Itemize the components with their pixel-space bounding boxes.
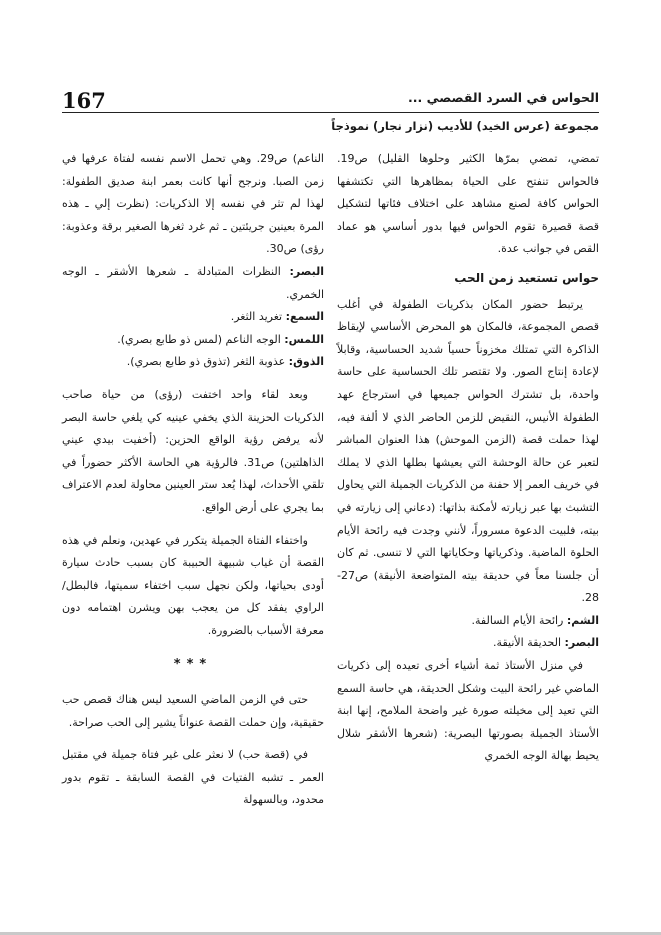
sense-text: النظرات المتبادلة ـ شعرها الأشقر ـ الوجه الخمري.: [62, 264, 324, 301]
sense-entry-touch: [62, 329, 324, 352]
section-divider-stars: ***: [173, 657, 213, 673]
header-subtitle: مجموعة (عرس الخيد) للأديب (نزار نجار) نموذجاً: [331, 119, 599, 133]
sense-entry-smell: [337, 610, 599, 633]
sense-label: السمع:: [285, 310, 324, 324]
sense-entry-taste: [62, 351, 324, 374]
sense-entry-sight: [337, 632, 599, 655]
paragraph: حتى في الزمن الماضي السعيد ليس هناك قصص حب حقيقية، وإن حملت القصة عنواناً يشير إلى الحب صراحة.: [62, 693, 324, 729]
paragraph: وبعد لقاء واحد اختفت (رؤى) من حياة صاحب الذكريات الحزينة الذي يخفي عينيه كي يلغي حاسة البصر لأنه يرفض رؤية الواقع الحزين: (أخفيت بيدي عيني الذاهلتين) ص31. فالرؤية هي الحاسة الأكثر حضوراً في تلقي الأحداث، لهذا يُعد ستر العينين محاولة لعدم الاعتراف بما يجري على أرض الواقع.: [62, 387, 324, 514]
sense-text: عذوبة الثغر (تذوق ذو طابع بصري).: [126, 355, 289, 369]
paragraph: الناعم) ص29. وهي تحمل الاسم نفسه لفتاة عرفها في زمن الصبا. ونرجح أنها كانت بعمر ابنة صديق الطفولة: لهذا لم تثر في نفسه إلا الذكريات: (نظرت إلي ـ هذه المرة بعينين جريئتين ـ ثم غرد ثغرها الصغير برقة وعذوبة: رؤى) ص30.: [62, 152, 324, 256]
section-heading: حواس تستعيد زمن الحب: [454, 270, 599, 285]
sense-entry-hearing: [62, 306, 324, 329]
paragraph: في منزل الأستاذ ثمة أشياء أخرى تعيده إلى ذكريات الماضي غير رائحة البيت وشكل الحديقة، هي حاسة السمع التي تعيد إلى مخيلته صورة غير واضحة الملامح، إنها ابنة الأستاذ الجميلة بصورتها البصرية: (شعرها الأشقر شلال يحيط بهالة الوجه الخمري: [337, 659, 599, 763]
paragraph: واختفاء الفتاة الجميلة يتكرر في عهدين، ونعلم في هذه القصة أن غياب شبيهة الحبيبة كان بسبب حادث سيارة أودى بحياتها، ولكن نجهل سبب اختفاء سميتها، فالبطل/ الراوي يفقد كل من يعجب بهن ويشرن اهتمامه دون معرفة الأسباب بالضرورة.: [62, 533, 324, 637]
sense-label: البصر:: [564, 636, 599, 650]
page-header: [62, 86, 599, 136]
sense-label: البصر:: [289, 264, 324, 278]
sense-entry-sight: [62, 261, 324, 306]
sense-label: الذوق:: [288, 355, 324, 369]
header-rule: [62, 112, 599, 113]
paragraph: تمضي، تمضي بمرّها الكثير وحلوها القليل) ص19. فالحواس تنفتح على الحياة بمظاهرها التي تكتشفها الحواس كافة لصنع مشاهد على اختلاف فئاتها لتشكيل قصة قصيرة تقوم الحواس فيها بدور أساسي هو عماد القص في جوانب عدة.: [337, 152, 599, 256]
left-column: [62, 148, 324, 812]
running-title: الحواس في السرد القصصي ...: [408, 90, 599, 105]
sense-text: الوجه الناعم (لمس ذو طابع بصري).: [117, 332, 285, 346]
paragraph: يرتبط حضور المكان بذكريات الطفولة في أغلب قصص المجموعة، فالمكان هو المحرض الأساسي لإيقاظ الذاكرة التي تمتلك مخزوناً حسياً شديد الحساسية، وقابلاً لإعادة إنتاج الصور. ولا تقتصر تلك الحساسية على حاسة واحدة، بل تشترك الحواس جميعها في استرجاع عهد الطفولة الأنيس، النقيض للزمن الحاضر الذي لا ألفة فيه، لهذا حملت قصة (الزمن الموحش) هذا العنوان المباشر لتعبر عن حالة الوحشة التي يعيشها بطلها الذي لا يملك في خريف العمر إلا حفنة من الذكريات الجميلة التي يحاول التشبث بها عبر زيارته لأمكنة بذاتها: (دعاني إلى زيارته في بيته، فلبيت الدعوة مسروراً، لأنني وجدت فيه رائحة الأيام الحلوة الماضية. وذكرياتها وحكاياتها التي لا تنسى. ثم كان أن جلسنا معاً في حديقة بيته المتواضعة الأنيقة) ص27-28.: [337, 297, 599, 605]
right-column: [337, 148, 599, 768]
sense-label: اللمس:: [284, 332, 324, 346]
page-number: 167: [62, 88, 106, 113]
sense-text: تغريد الثغر.: [230, 310, 286, 324]
sense-label: الشم:: [566, 613, 599, 627]
sense-text: الحديقة الأنيقة.: [493, 636, 565, 650]
paragraph: في (قصة حب) لا نعثر على غير فتاة جميلة في مقتبل العمر ـ تشبه الفتيات في القصة السابقة ـ تقوم بدور محدود، وبالسهولة: [62, 748, 324, 807]
sense-text: رائحة الأيام السالفة.: [471, 613, 567, 627]
